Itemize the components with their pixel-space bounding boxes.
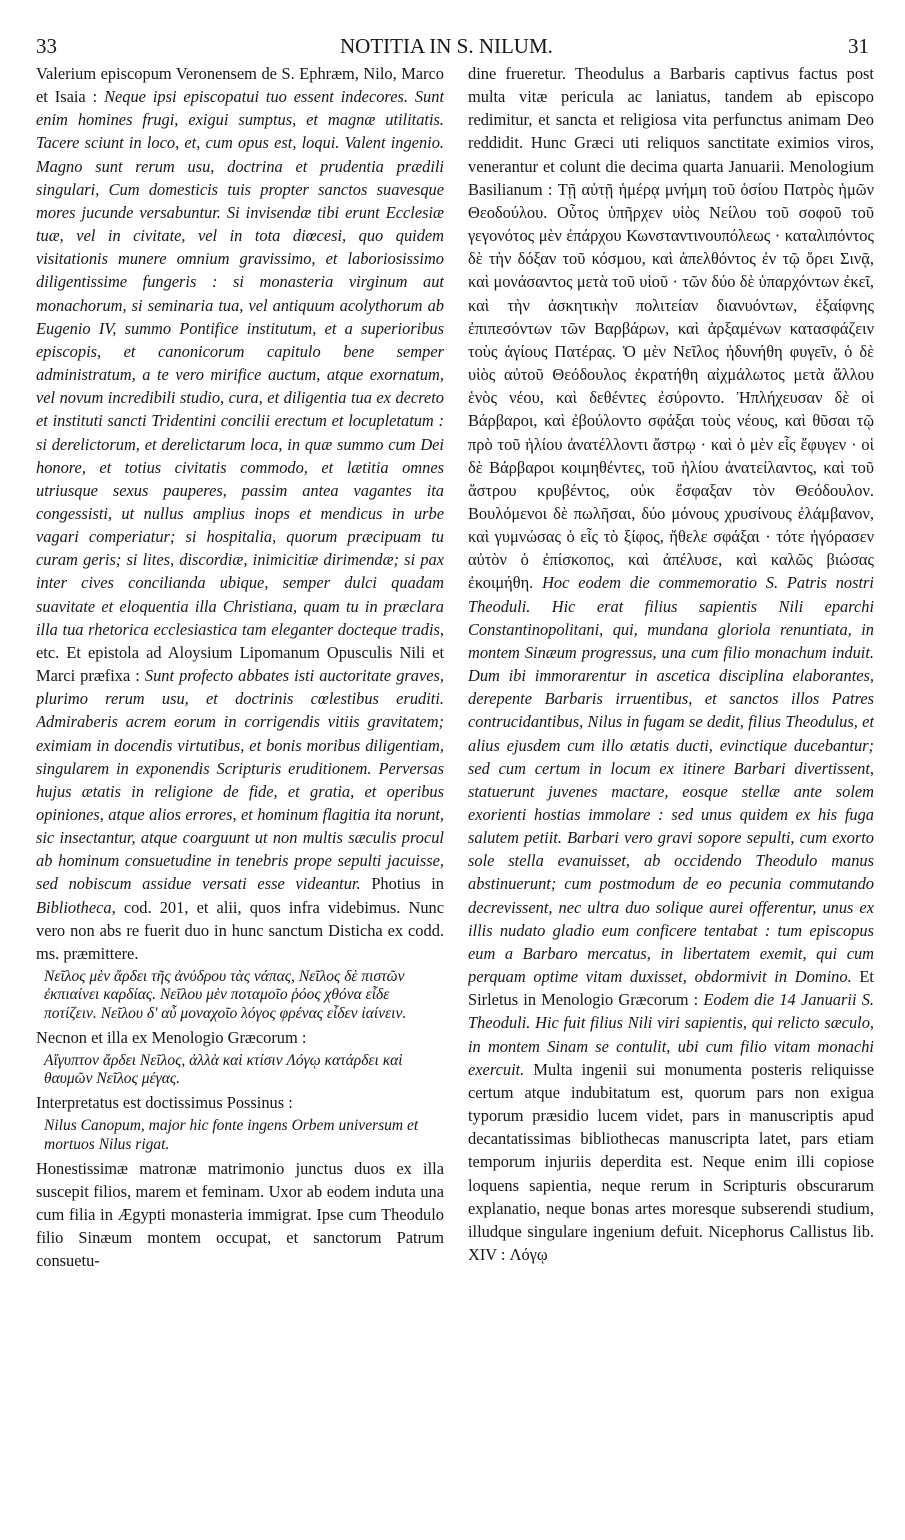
left-paragraph-1 [36,62,444,965]
left-column [36,62,444,1502]
verse-line: Νεῖλος δὲ πιστῶν ἐκπιαίνει καρδίας. [44,968,405,1004]
text-run: Multa ingenii sui monumenta posteris reliquisse certum atque indubitatum est, quorum pars non exigua typorum præsidio lucem videt, pars in manuscriptis apud decantatissimas bibliothecas manuscripta latet, pars etiam temporum injuriis deperdita est. Neque enim illi copiose loquens sapientia, neque rerum in Scripturis obscurarum explanatio, neque bonas artes moresque subserendi studium, illudque singulare ingenium defuit. Nicephorus Callistus lib. XIV : [468,1059,874,1264]
right-column [468,62,874,1502]
text-run: , etc. Et epistola ad Aloysium Lipomanum Opusculis Nili et Marci præfixa : [36,619,444,686]
verse-line: Nilus Canopum, major hic fonte ingens [44,1117,288,1135]
left-paragraph-3: Interpretatus est doctissimus Possinus : [36,1093,293,1113]
verse-line: Νεῖλου δ' αὖ μοναχοῖο λόγος φρένας εἶδεν ἰαίνειν. [100,1004,407,1022]
verse-line: Νεῖλου μὲν ποταμοῖο ῥόος χθόνα εἶδε ποτίζειν. [44,986,390,1022]
text-run: Photius in [360,874,444,894]
verse-line: Λόγῳ κατάρδει καὶ θαυμῶν Νεῖλος μέγας. [44,1051,403,1088]
latin-translation: Hoc eodem die commemoratio S. Patris nostri Theoduli. Hic erat filius sapientis Nili eparchi Constantinopolitani, qui, mundana gloriola renuntiata, in montem Sinæum progressus, una cum filio monachum induit. Dum ibi immorarentur in ascetica disciplina elaborantes, derepente Barbaris irruentibus, et sanctos illos Patres contrucidantibus, Nilus in fugam se dedit, filius Theodulus, et alius ejusdem cum illo ætatis ducti, evinctique ducebantur; sed cum certum in locum ex itinere Barbari divertissent, statuerunt juvenes mactare, eosque stellæ ante solem exorienti hostias immolare : sed unus quidem ex his fuga salutem petiit. Barbari vero gravi sopore sepulti, cum exorto sole stella evanuisset, ab occidendo Theodulo manus abstinuerunt; cum postmodum de eo pecunia commutando decrevissent, nec ultra duo solique aurei offerentur, unus ex illis nudato gladio eum conficere tentabat : tum episcopus eum a Barbaro mercatus, in libertatem exemit, qui cum perquam optime vitam duxisset, obdormivit in Domino. [468,573,874,987]
possinus-verse [44,1117,444,1153]
text-run: , cod. 201, et alii, quos infra videbimus. Nunc vero non abs re fuerit duo in hunc sanctum Disticha ex codd. ms. præmittere. [36,897,444,963]
running-title: NOTITIA IN S. NILUM. [340,34,553,58]
quote-letter-lipomanum: Sunt profecto abbates isti auctoritate graves, plurimo rerum usu, et doctrinis cœlestibus eruditi. Admiraberis acrem eorum in corrigendis vitiis gravitatem; eximiam in docendis virtutibus, et bonis moribus diligentiam, singularem in exponendis Scripturis eruditionem. Perversas hujus ætatis in religione de fide, et gratia, et operibus opiniones, atque alios errores, et hominum flagitia ita norunt, sic insectantur, atque coarguunt ut non multis sæculis procul ab hominum consuetudine in tenebris prope sepulti jacuisse, sed nobiscum assidue versati esse videantur. [36,666,444,894]
text-run: Valerium episcopum Veronensem de S. Ephræm, Nilo, Marco et Isaia : [36,64,444,107]
quote-letter-valerium: Neque ipsi episcopatui tuo essent indecores. Sunt enim homines frugi, exigui sumptus, et magnæ utilitatis. Tacere sciunt in loco, et, cum opus est, loqui. Valent ingenio. Magno sunt rerum usu, doctrina et prudentia prædili singulari, Cum domesticis tuis propter sanctos suavesque mores jucunde versabuntur. Si invisendæ tibi erunt Ecclesiæ tuæ, vel in civitate, vel in tota diœcesi, quo quidem visitationis munere omnium gravissimo, et laboriosissimo diligentissime fungeris : si monasteria virginum aut monachorum, si seminaria tua, vel antiquum acolythorum ab Eugenio IV, summo Pontifice institutum, et a superioribus episcopis, et canonicorum capitulo bene semper administratum, a te vero mirifice auctum, atque exornatum, vel novum incredibili studio, cura, et diligentia tua ex decreto et instituti sancti Tridentini concilii erectum et locupletatum : si derelictorum, et derelictarum loca, in quæ summo cum Dei honore, et totius civitatis commodo, et lætitia omnes utriusque sexus pauperes, passim antea vagantes ita congessisti, ut nullus amplius inops et mendicus in urbe vagari comperiatur; si hospitalia, quorum præcipuam tu curam geris; si lites, discordiæ, inimicitiæ dirimendæ; si pax inter cives concilianda ubique, semper dulci quadam suavitate et eloquentia illa Christiana, quam tu in præclara illa tua rhetorica ecclesiastica tam eleganter docteque tradis [36,87,444,639]
verse-line: Αἴγυπτον ἄρδει Νεῖλος, ἀλλὰ καὶ κτίσιν [44,1051,283,1069]
text-run: Et Sirletus in Menologio Græcorum : [468,967,874,1010]
page-number-right: 31 [848,34,869,58]
verse-line: Orbem universum et mortuos Nilus rigat. [44,1117,419,1153]
text-run: dine frueretur. Theodulus a Barbaris captivus factus post multa vitæ pericula ac laniatus, tandem ab episcopo redimitur, et sancta et religiosa vita perfunctus animam Deo reddidit. Hunc Græci uti reliquos sanctitate eximios viros, venerantur et colunt die decima quarta Januarii. Menologium Basilianum : [468,64,874,199]
sirletus-quote: Eodem die 14 Januarii S. Theoduli. Hic fuit filius Nili viri sapientis, qui relicto sæculo, in montem Sinam se contulit, ubi cum filio vitam monachi exercuit. [468,990,874,1079]
left-paragraph-2: Necnon et illa ex Menologio Græcorum : [36,1027,307,1047]
verse-line: Νεῖλος μὲν ἄρδει τῆς ἀνύδρου τὰς νάπας, [44,968,295,986]
greek-menologium-text: Τῇ αὐτῇ ἡμέρᾳ μνήμη τοῦ ὁσίου Πατρὸς ἡμῶν Θεοδούλου. Οὗτος ὑπῆρχεν υἱὸς Νείλου τοῦ σοφοῦ τοῦ γεγονότος μὲν ἐπάρχου Κωνσταντινουπόλεως · καταλιπόντος δὲ τὴν δόξαν τοῦ κόσμου, καὶ ἀπελθόντος ἐν τῷ ὄρει Σινᾷ, καὶ μονάσαντος μετὰ τοῦ υἱοῦ · τῶν δύο δὲ ὑπαρχόντων ἐκεῖ, καὶ τὴν ἀσκητικὴν πολιτείαν διανυόντων, ἐξαίφνης ἐπιπεσόντων τῶν Βαρβάρων, καὶ ἀρξαμένων κατασφάζειν τοὺς ἁγίους Πατέρας. Ὁ μὲν Νεῖλος ἠδυνήθη φυγεῖν, ὁ δὲ υἱὸς αὐτοῦ Θεόδουλος ἐκρατήθη αἰχμάλωτος μετὰ ἄλλου ἑνὸς νέου, καὶ δεθέντες ἐσύροντο. Ἠπλήχευσαν δὲ οἱ Βάρβαροι, καὶ ἐβούλοντο σφάξαι τοὺς νέους, καὶ θῦσαι τῷ πρὸ τοῦ ἡλίου ἀνατέλλοντι ἄστρῳ · καὶ ὁ μὲν εἷς ἔφυγεν · οἱ δὲ Βάρβαροι κοιμηθέντες, τοῦ ἡλίου ἀνατείλαντος, καὶ τοῦ ἄστρου κρυβέντος, οὐκ ἔσφαξαν τὸν Θεόδουλον. Βουλόμενοι δὲ πωλῆσαι, δύο μόνους χρυσίνους ἐλάμβανον, καὶ γυμνώσας ὁ εἷς τὸ ξίφος, ἤθελε σφάξαι · τότε ἠγόρασεν αὐτὸν ὁ ἐπίσκοπος, καὶ ἀπέλυσε, καὶ καλῶς βιώσας ἐκοιμήθη. [468,179,874,593]
work-title: Bibliotheca [36,897,112,917]
right-paragraph-1 [468,62,874,1266]
greek-catchword: Λόγῳ [509,1244,548,1264]
running-header [36,34,869,58]
menologium-verse [44,1052,444,1088]
page-number-left: 33 [36,34,57,58]
greek-distichs [44,968,444,1023]
left-paragraph-4: Honestissimæ matronæ matrimonio junctus duos ex illa suscepit filios, marem et feminam. Uxor ab eodem induta una cum filia in Ægypti monasteria immigrat. Ipse cum Theodulo filio Sinæum montem occupat, et sanctorum Patrum consuetu- [36,1158,444,1271]
